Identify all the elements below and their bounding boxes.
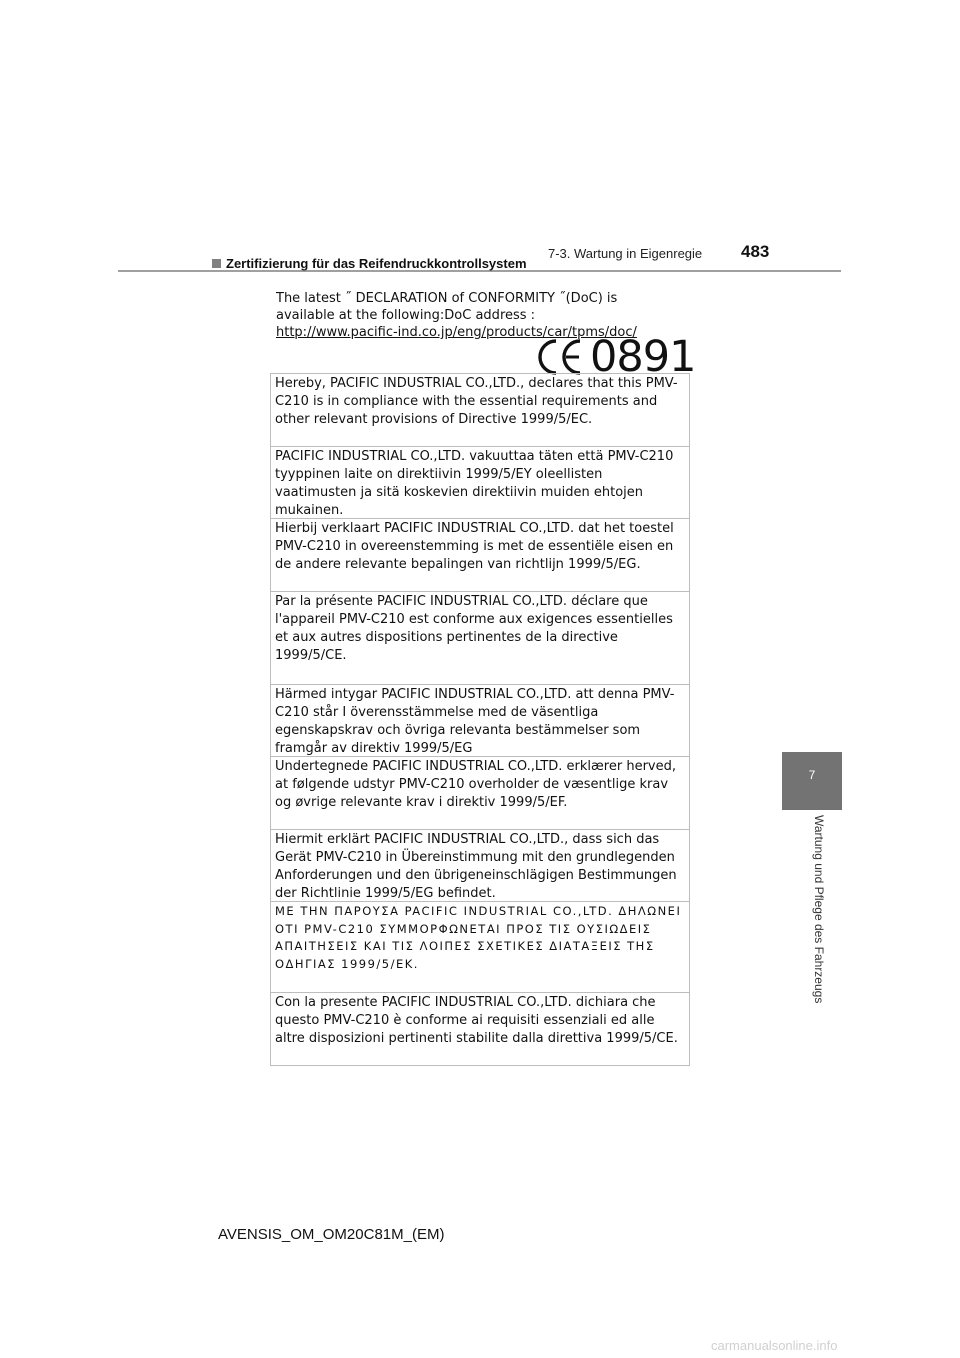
declaration-greek: ΜΕ ΤΗΝ ΠΑΡΟΥΣΑ PACIFIC INDUSTRIAL CO.,LTD. ΔΗΛΩΝΕΙ ΟΤΙ PMV-C210 ΣΥΜΜΟΡΦΩΝΕΤΑΙ ΠΡΟΣ ΤΙΣ ΟΥΣΙΩΔΕΙΣ ΑΠΑΙΤΗΣΕΙΣ ΚΑΙ ΤΙΣ ΛΟΙΠΕΣ ΣΧΕΤΙΚΕΣ ΔΙΑΤΑΞΕΙΣ ΤΗΣ ΟΔΗΓΙΑΣ 1999/5/ΕΚ.: [271, 901, 689, 992]
doc-notice-line1: The latest ˝ DECLARATION of CONFORMITY ˝(DoC) is: [276, 291, 618, 306]
chapter-tab: [782, 752, 842, 810]
declaration-danish: Undertegnede PACIFIC INDUSTRIAL CO.,LTD. erklærer herved, at følgende udstyr PMV-C210 overholder de væsentlige krav og øvrige relevante krav i direktiv 1999/5/EF.: [271, 756, 689, 829]
declaration-dutch: Hierbij verklaart PACIFIC INDUSTRIAL CO.,LTD. dat het toestel PMV-C210 in overeenstemming is met de essentiële eisen en de andere relevante bepalingen van richtlijn 1999/5/EG.: [271, 518, 689, 591]
watermark: carmanualsonline.info: [711, 1338, 838, 1353]
declaration-english: Hereby, PACIFIC INDUSTRIAL CO.,LTD., declares that this PMV-C210 is in compliance with the essential requirements and other relevant provisions of Directive 1999/5/EC.: [271, 373, 689, 446]
doc-address-link[interactable]: http://www.pacific-ind.co.jp/eng/products/car/tpms/doc/: [276, 325, 637, 340]
chapter-side-title: Wartung und Pflege des Fahrzeugs: [812, 815, 826, 1004]
chapter-number: 7: [808, 768, 816, 782]
document-code: AVENSIS_OM_OM20C81M_(EM): [218, 1226, 445, 1243]
declaration-italian: Con la presente PACIFIC INDUSTRIAL CO.,LTD. dichiara che questo PMV-C210 è conforme ai requisiti essenziali ed alle altre disposizioni pertinenti stabilite dalla direttiva 1999/5/CE.: [271, 992, 689, 1065]
declaration-german: Hiermit erklärt PACIFIC INDUSTRIAL CO.,LTD., dass sich das Gerät PMV-C210 in Übereinstimmung mit den grundlegenden Anforderungen und den übrigeneinschlägigen Bestimmungen der Richtlinie 1999/5/EG befindet.: [271, 829, 689, 901]
section-heading-text: Zertifizierung für das Reifendruckkontrollsystem: [226, 256, 527, 271]
page-number: 483: [741, 242, 770, 261]
notified-body-number: 0891: [590, 332, 696, 382]
ce-mark: [536, 332, 696, 382]
square-bullet-icon: [212, 259, 221, 268]
declaration-swedish: Härmed intygar PACIFIC INDUSTRIAL CO.,LTD. att denna PMV-C210 står I överensstämmelse med de väsentliga egenskapskrav och övriga relevanta bestämmelser som framgår av direktiv 1999/5/EG: [271, 684, 689, 756]
section-heading: [212, 256, 527, 271]
declarations-table: [270, 373, 690, 1066]
declaration-french: Par la présente PACIFIC INDUSTRIAL CO.,LTD. déclare que l'appareil PMV-C210 est conforme aux exigences essentielles et aux autres dispositions pertinentes de la directive 1999/5/CE.: [271, 591, 689, 684]
declaration-finnish: PACIFIC INDUSTRIAL CO.,LTD. vakuuttaa täten että PMV-C210 tyyppinen laite on direktiivin 1999/5/EY oleellisten vaatimusten ja sitä koskevien direktiivin muiden ehtojen mukainen.: [271, 446, 689, 518]
ce-logo-icon: [536, 337, 584, 377]
doc-notice-line2: available at the following:DoC address :: [276, 308, 536, 323]
section-title: 7-3. Wartung in Eigenregie: [548, 246, 703, 261]
